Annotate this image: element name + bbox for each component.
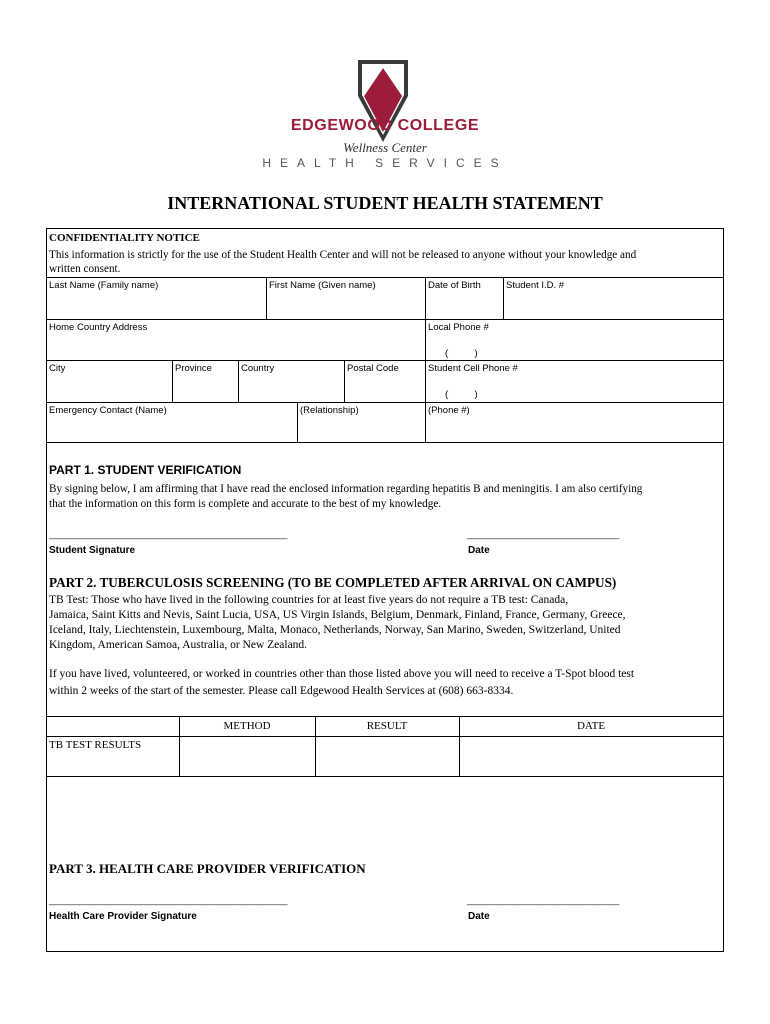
student-signature-label: Student Signature [49,545,136,556]
part2-text-5: If you have lived, volunteered, or worked in countries other than those listed above you will need to receive a T-Spot blood test [49,668,635,680]
college-name: EDGEWOOD COLLEGE [290,117,480,134]
form-frame [46,228,724,952]
part1-text-2: that the information on this form is complete and accurate to the best of my knowledge. [49,498,442,510]
confidentiality-heading: CONFIDENTIALITY NOTICE [49,232,200,244]
part2-text-2: Jamaica, Saint Kitts and Nevis, Saint Lucia, USA, US Virgin Islands, Belgium, Denmark, Finland, France, Germany, Greece, [49,609,626,621]
phone-label: (Phone #) [428,405,470,416]
part2-text-1: TB Test: Those who have lived in the following countries for at least five years do not require a TB test: Canada, [49,594,569,606]
last-name-label: Last Name (Family name) [49,280,159,291]
country-label: Country [241,363,275,374]
student-id-label: Student I.D. # [506,280,565,291]
city-label: City [49,363,66,374]
col-date: DATE [576,720,606,732]
part2-text-3: Iceland, Italy, Liechtenstein, Luxembourg, Malta, Monaco, Netherlands, Norway, San Marino, Sweden, Switzerland, United [49,624,621,636]
student-date-label: Date [468,545,490,556]
col-method: METHOD [223,720,271,732]
part2-text-4: Kingdom, American Samoa, Australia, or New Zealand. [49,639,308,651]
col-result: RESULT [366,720,408,732]
part2-text-6: within 2 weeks of the start of the semester. Please call Edgewood Health Services at (608) 663-8334. [49,685,514,697]
local-phone-paren: ( ) [445,348,478,359]
health-services: HEALTH SERVICES [262,156,508,170]
emergency-contact-label: Emergency Contact (Name) [49,405,167,416]
form-title: INTERNATIONAL STUDENT HEALTH STATEMENT [167,193,603,213]
student-date-line[interactable]: ______________________________ [467,529,619,540]
part1-heading: PART 1. STUDENT VERIFICATION [49,463,242,477]
cell-phone-paren: ( ) [445,389,478,400]
relationship-label: (Relationship) [300,405,359,416]
cell-phone-label: Student Cell Phone # [428,363,518,374]
first-name-label: First Name (Given name) [269,280,376,291]
confidentiality-text-1: This information is strictly for the use of the Student Health Center and will not be released to anyone without your knowledge and [49,249,637,261]
tb-test-results-label: TB TEST RESULTS [49,739,142,751]
dob-label: Date of Birth [428,280,481,291]
provider-signature-label: Health Care Provider Signature [49,911,197,922]
provider-date-line[interactable]: ______________________________ [467,895,619,906]
part2-heading: PART 2. TUBERCULOSIS SCREENING (TO BE COMPLETED AFTER ARRIVAL ON CAMPUS) [49,575,617,590]
home-address-label: Home Country Address [49,322,148,333]
provider-signature-line[interactable]: _______________________________________________ [49,895,287,906]
wellness-center: Wellness Center [343,140,427,155]
postal-code-label: Postal Code [347,363,399,374]
province-label: Province [175,363,212,374]
student-signature-line[interactable]: _______________________________________________ [49,529,287,540]
part3-heading: PART 3. HEALTH CARE PROVIDER VERIFICATION [49,861,366,876]
provider-date-label: Date [468,911,490,922]
confidentiality-text-2: written consent. [49,263,121,275]
part1-text-1: By signing below, I am affirming that I have read the enclosed information regarding hepatitis B and meningitis. I am also certifying [49,483,643,495]
local-phone-label: Local Phone # [428,322,489,333]
